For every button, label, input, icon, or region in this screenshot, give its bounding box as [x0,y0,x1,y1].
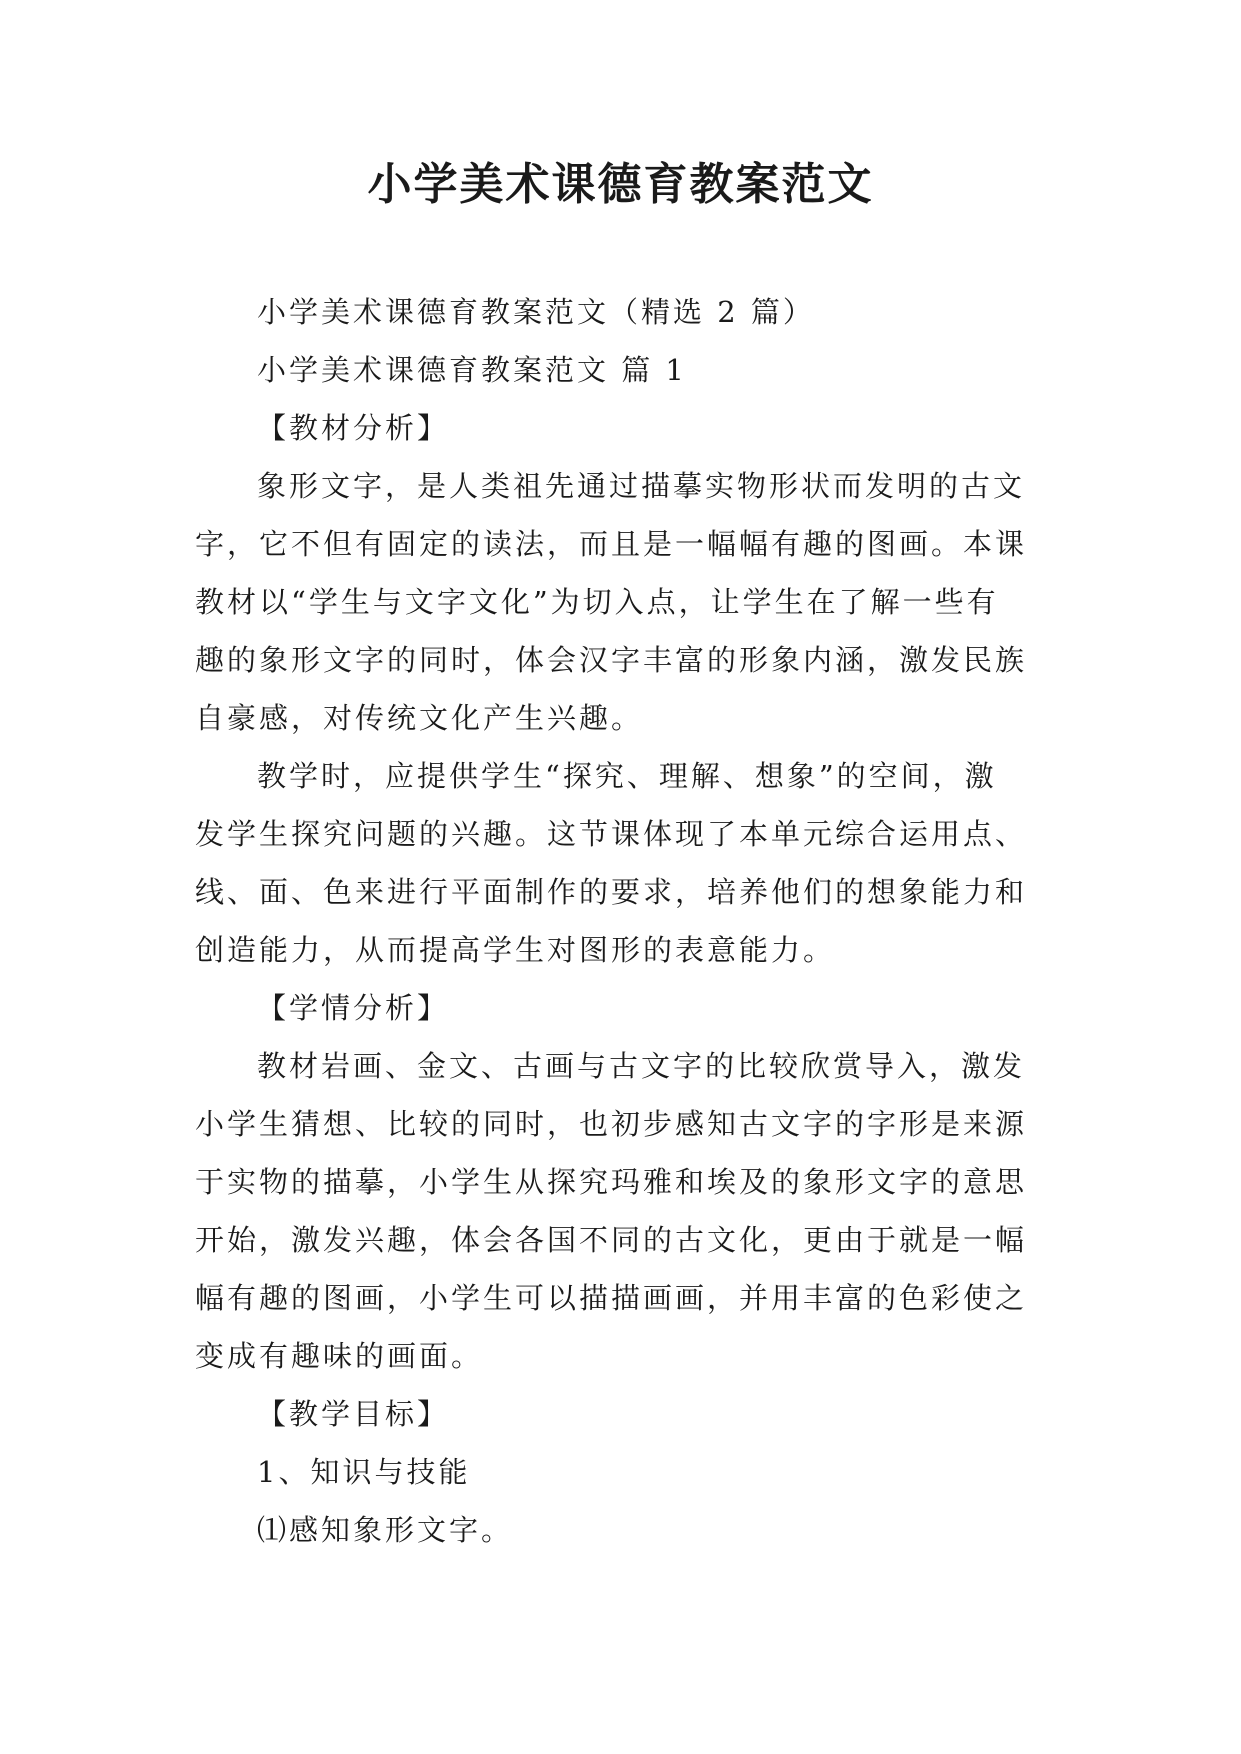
text-line: 于实物的描摹，小学生从探究玛雅和埃及的象形文字的意思 [195,1165,1028,1199]
text-line: 1、知识与技能 [257,1455,471,1489]
text-line: 线、面、色来进行平面制作的要求，培养他们的想象能力和 [195,875,1028,909]
text-line: 幅有趣的图画，小学生可以描描画画，并用丰富的色彩使之 [195,1281,1028,1315]
document-title: 小学美术课德育教案范文 [367,159,874,210]
text-line: 发学生探究问题的兴趣。这节课体现了本单元综合运用点、 [195,817,1028,851]
text-line: 开始，激发兴趣，体会各国不同的古文化，更由于就是一幅 [195,1223,1028,1257]
text-line: 教材以“学生与文字文化”为切入点，让学生在了解一些有 [195,585,999,619]
text-line: ⑴感知象形文字。 [257,1513,514,1547]
text-line: 教材岩画、金文、古画与古文字的比较欣赏导入，激发 [257,1049,1026,1083]
text-line: 教学时，应提供学生“探究、理解、想象”的空间，激 [257,759,997,793]
text-line: 小学美术课德育教案范文（精选 2 篇） [257,295,815,329]
text-line: 象形文字，是人类祖先通过描摹实物形状而发明的古文 [257,469,1026,503]
text-line: 小学美术课德育教案范文 篇 1 [257,353,687,387]
document-body [195,283,1055,1559]
section-heading: 【教材分析】 [257,411,450,445]
text-line: 创造能力，从而提高学生对图形的表意能力。 [195,933,836,967]
section-heading: 【教学目标】 [257,1397,450,1431]
text-line: 字，它不但有固定的读法，而且是一幅幅有趣的图画。本课 [195,527,1028,561]
text-line: 小学生猜想、比较的同时，也初步感知古文字的字形是来源 [195,1107,1028,1141]
text-line: 变成有趣味的画面。 [195,1339,484,1373]
text-line: 趣的象形文字的同时，体会汉字丰富的形象内涵，激发民族 [195,643,1028,677]
section-heading: 【学情分析】 [257,991,450,1025]
text-line: 自豪感，对传统文化产生兴趣。 [195,701,644,735]
